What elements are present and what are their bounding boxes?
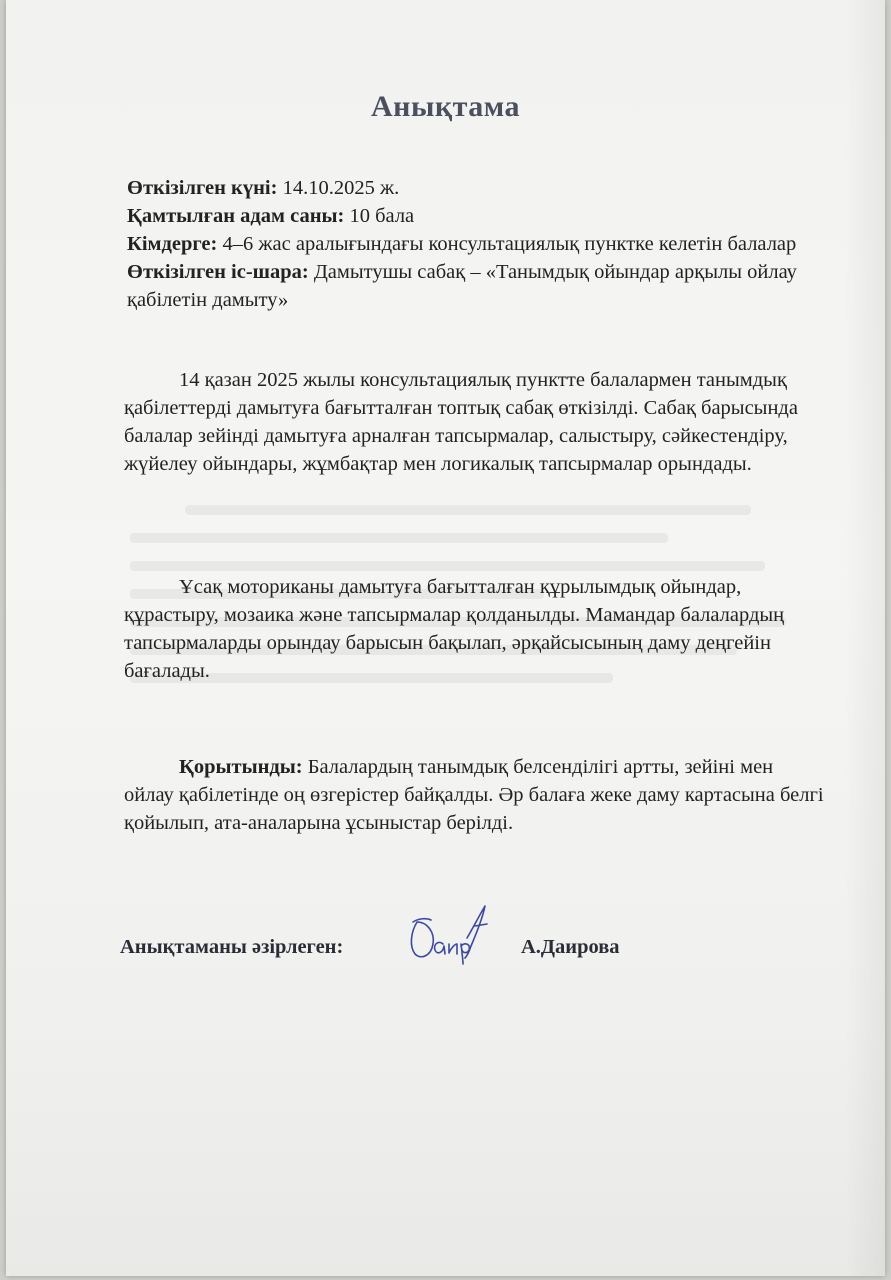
- body-paragraph-2: Ұсақ моториканы дамытуға бағытталған құрылымдық ойындар, құрастыру, мозаика және тапсырмалар қолданылды. Мамандар балалардың тапсырмаларды орындау барысын бақылап, әрқайсысының даму деңгейін бағалады.: [124, 576, 785, 682]
- meta-date-value: 14.10.2025 ж.: [277, 177, 400, 199]
- meta-audience-value: 4–6 жас аралығындағы консультациялық пунктке келетін балалар: [217, 233, 797, 255]
- document-meta: [127, 174, 817, 314]
- conclusion-paragraph: [124, 753, 824, 837]
- signatory-name: А.Даирова: [521, 936, 620, 958]
- meta-audience-label: Кімдерге:: [127, 233, 218, 255]
- handwritten-signature: [405, 898, 495, 970]
- meta-date-label: Өткізілген күні:: [127, 177, 278, 199]
- meta-date: [127, 174, 817, 202]
- document-title: Анықтама: [371, 90, 520, 123]
- meta-count: [127, 202, 817, 230]
- meta-count-value: 10 бала: [344, 205, 415, 227]
- meta-event-value: Дамытушы сабақ – «Танымдық ойындар арқылы ойлау қабілетін дамыту»: [127, 261, 797, 311]
- meta-event: [127, 258, 817, 314]
- meta-audience: [127, 230, 817, 258]
- body-paragraph-1: 14 қазан 2025 жылы консультациялық пунктте балалармен танымдық қабілеттерді дамытуға бағытталған топтық сабақ өткізілді. Сабақ барысында балалар зейінді дамытуға арналған тапсырмалар, салыстыру, сәйкестендіру, жүйелеу ойындары, жұмбақтар мен логикалық тапсырмалар орындады.: [124, 369, 798, 475]
- meta-count-label: Қамтылған адам саны:: [127, 205, 345, 227]
- signature-label: Анықтаманы әзірлеген:: [120, 936, 344, 958]
- conclusion-label: Қорытынды:: [179, 756, 303, 778]
- conclusion-text: Балалардың танымдық белсенділігі артты, зейіні мен ойлау қабілетінде оң өзгерістер байқалды. Әр балаға жеке даму картасына белгі қойылып, ата-аналарына ұсыныстар берілді.: [124, 756, 824, 834]
- meta-event-label: Өткізілген іс-шара:: [127, 261, 309, 283]
